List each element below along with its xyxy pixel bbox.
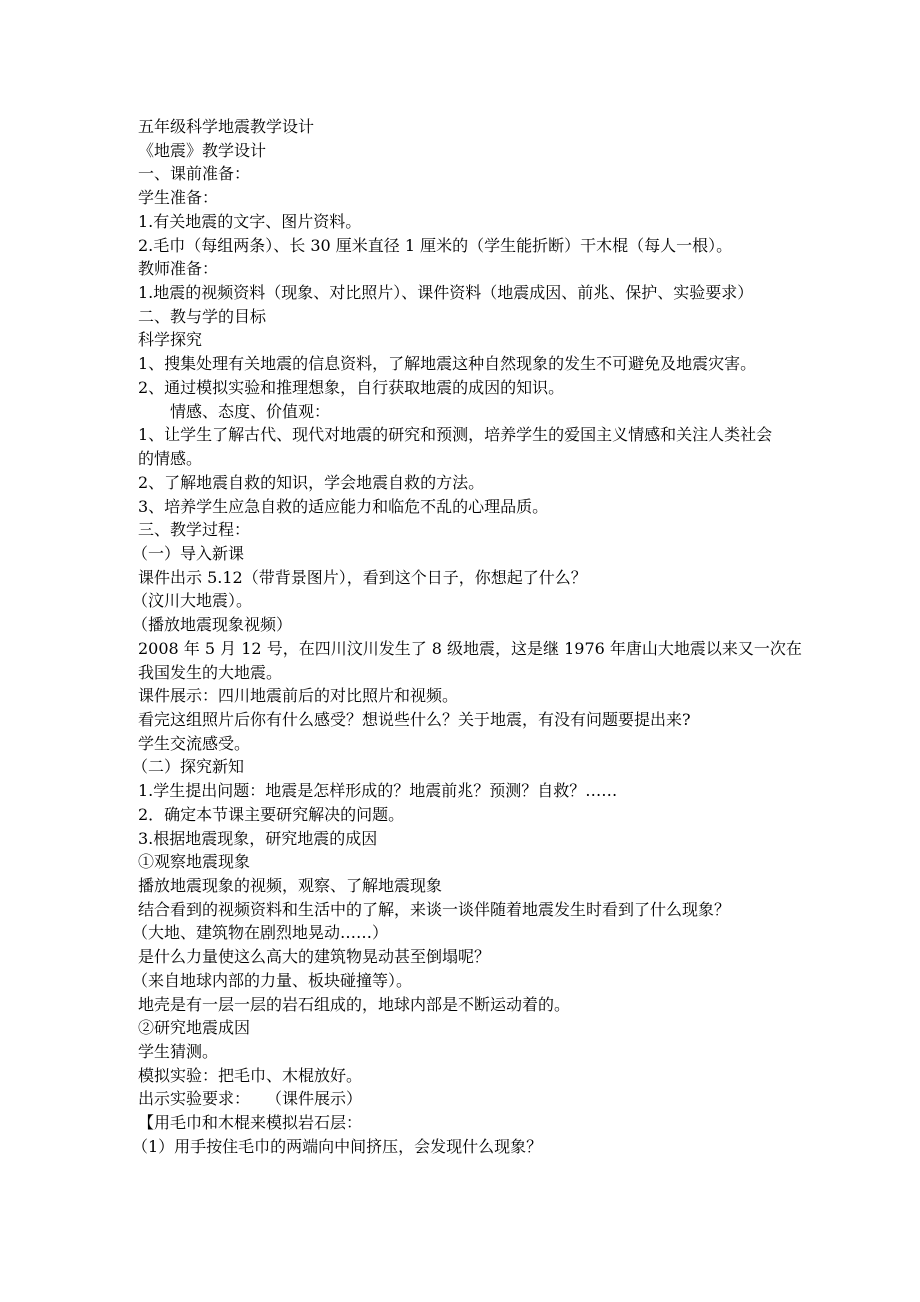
text-line: （来自地球内部的力量、板块碰撞等）。 <box>132 970 413 990</box>
text-line: 我国发生的大地震。 <box>138 662 283 682</box>
text-line: 2008 年 5 月 12 号，在四川汶川发生了 8 级地震，这是继 1976 年唐山大地震以来又一次在 <box>138 638 802 658</box>
text-line: ②研究地震成因 <box>138 1018 251 1038</box>
text-line: 2.毛巾（每组两条）、长 30 厘米直径 1 厘米的（学生能折断）干木棍（每人一根）。 <box>138 235 733 255</box>
text-line: 情感、态度、价值观： <box>170 401 331 421</box>
document-body <box>132 115 802 1159</box>
text-line: 课件展示：四川地震前后的对比照片和视频。 <box>138 686 459 706</box>
text-line: 二、教与学的目标 <box>138 306 267 326</box>
text-line: 教师准备： <box>138 259 219 279</box>
text-line: 出示实验要求： （课件展示） <box>138 1089 363 1109</box>
text-line: （二）探究新知 <box>132 757 245 777</box>
text-line: 学生交流感受。 <box>138 733 251 753</box>
text-line: 1.有关地震的文字、图片资料。 <box>138 211 362 231</box>
text-line: 学生准备： <box>138 188 219 208</box>
text-line: 模拟实验：把毛巾、木棍放好。 <box>138 1065 363 1085</box>
text-line: （1）用手按住毛巾的两端向中间挤压，会发现什么现象？ <box>132 1136 543 1156</box>
text-line: 1、让学生了解古代、现代对地震的研究和预测，培养学生的爱国主义情感和关注人类社会 <box>138 425 773 445</box>
text-line: 课件出示 5.12（带背景图片），看到这个日子，你想起了什么？ <box>138 567 587 587</box>
text-line: 学生猜测。 <box>138 1042 219 1062</box>
text-line: 播放地震现象的视频，观察、了解地震现象 <box>138 876 443 895</box>
text-line: 三、教学过程： <box>138 520 251 540</box>
text-line: 1.地震的视频资料（现象、对比照片）、课件资料（地震成因、前兆、保护、实验要求） <box>138 283 754 303</box>
text-line: （一）导入新课 <box>132 543 245 563</box>
document-title: 五年级科学地震教学设计 <box>138 117 315 136</box>
text-line: 结合看到的视频资料和生活中的了解，来谈一谈伴随着地震发生时看到了什么现象？ <box>138 899 731 919</box>
text-line: 3、培养学生应急自救的适应能力和临危不乱的心理品质。 <box>138 496 549 516</box>
text-line: （汶川大地震）。 <box>132 591 253 611</box>
text-line: 《地震》教学设计 <box>138 140 267 160</box>
text-line: 2．确定本节课主要研究解决的问题。 <box>138 804 405 824</box>
text-line: 看完这组照片后你有什么感受？想说些什么？关于地震，有没有问题要提出来? <box>138 709 691 729</box>
text-line: 1、搜集处理有关地震的信息资料，了解地震这种自然现象的发生不可避免及地震灾害。 <box>138 354 757 374</box>
text-line: 科学探究 <box>138 330 203 350</box>
text-line: 的情感。 <box>138 449 203 469</box>
text-line: 1.学生提出问题：地震是怎样形成的？地震前兆？预测？自救？…… <box>138 781 618 801</box>
text-line: 2、了解地震自救的知识，学会地震自救的方法。 <box>138 472 485 492</box>
text-line: （播放地震现象视频） <box>132 615 293 635</box>
text-line: 2、通过模拟实验和推理想象，自行获取地震的成因的知识。 <box>138 377 565 397</box>
text-line: 是什么力量使这么高大的建筑物晃动甚至倒塌呢？ <box>138 947 491 967</box>
text-line: 【用毛巾和木棍来模拟岩石层： <box>138 1113 363 1133</box>
text-line: 地壳是有一层一层的岩石组成的，地球内部是不断运动着的。 <box>138 994 571 1014</box>
text-line: 3.根据地震现象，研究地震的成因 <box>138 828 378 848</box>
text-line: （大地、建筑物在剧烈地晃动……） <box>132 923 389 943</box>
text-line: ①观察地震现象 <box>138 852 251 872</box>
text-line: 一、课前准备： <box>138 164 251 184</box>
